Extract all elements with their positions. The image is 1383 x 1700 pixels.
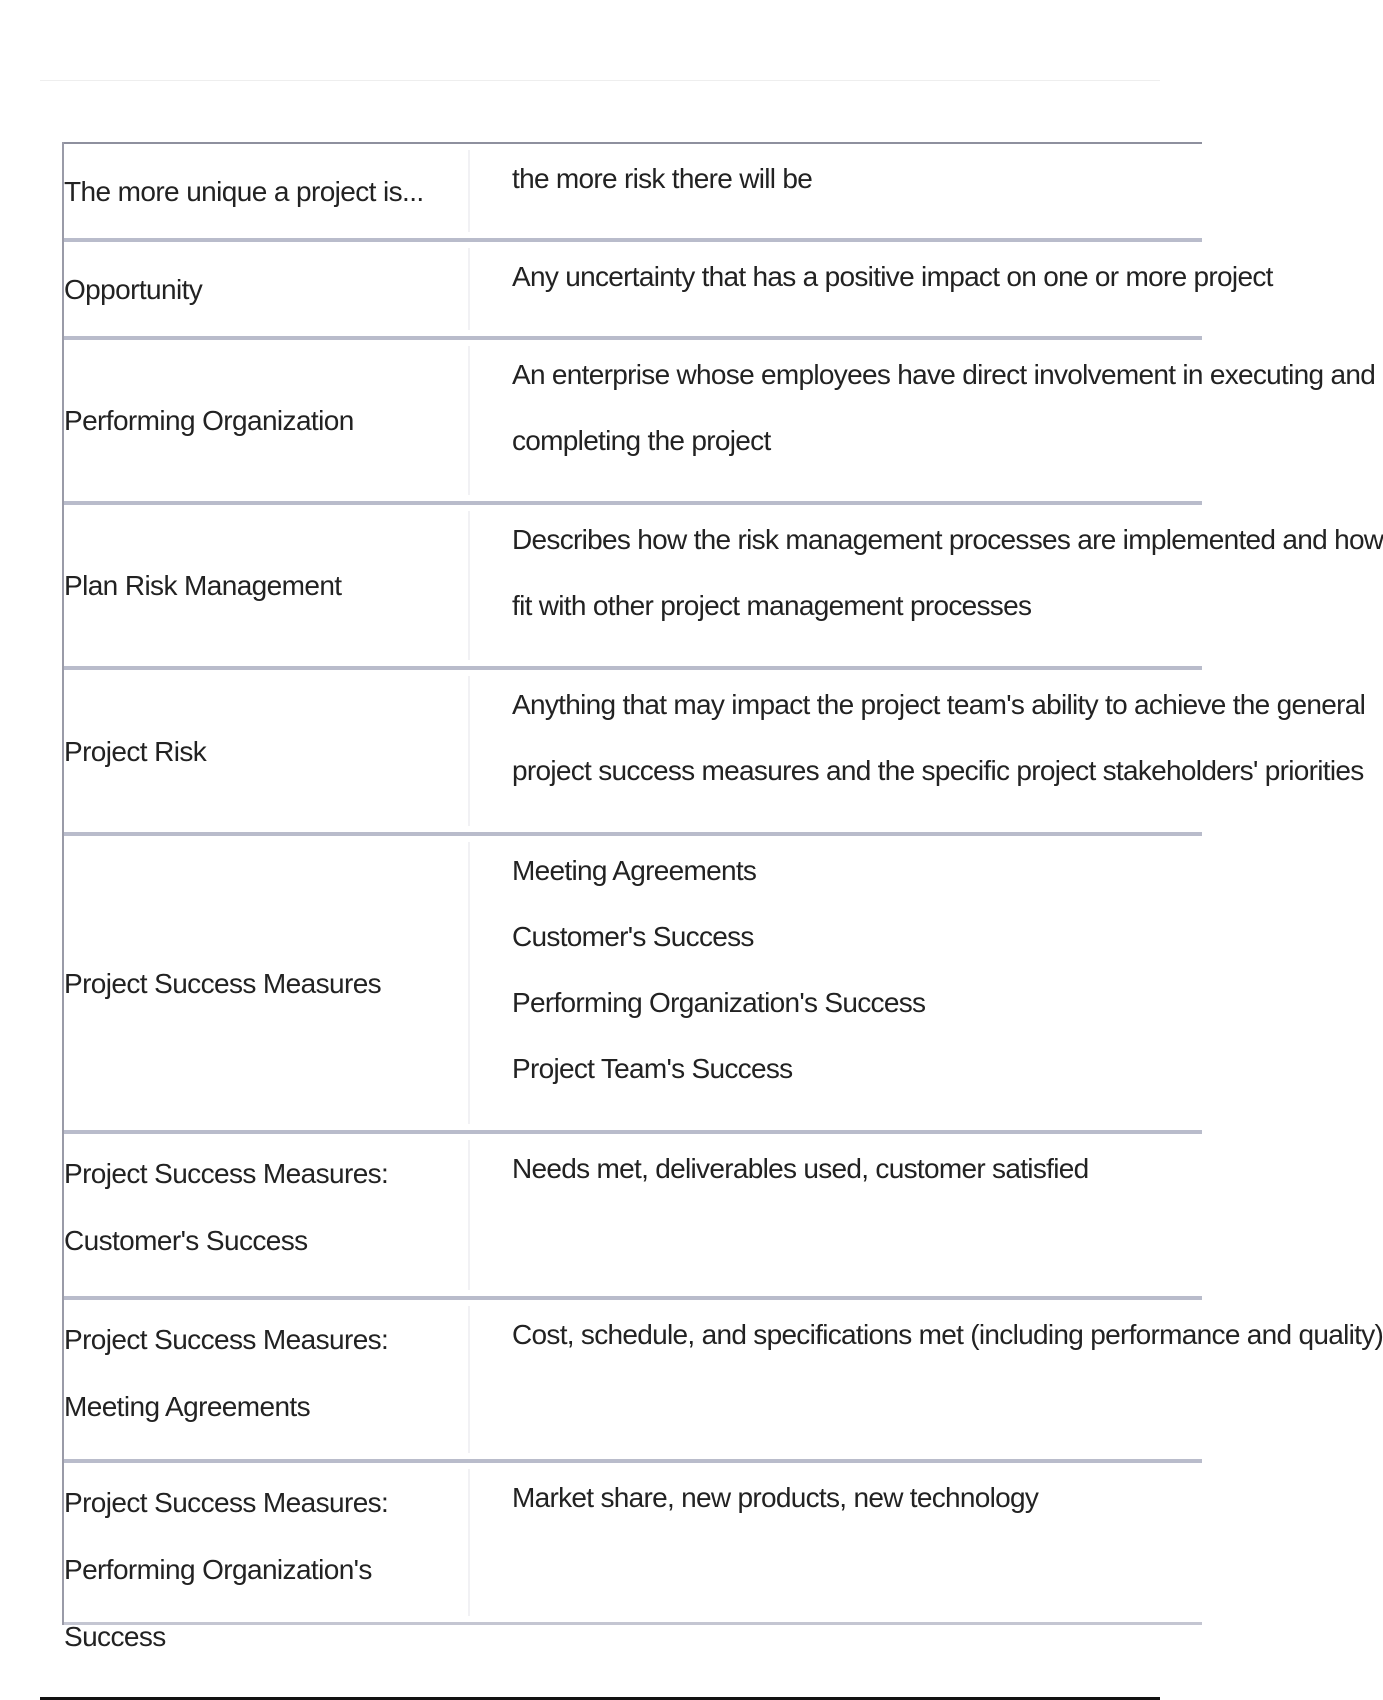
definition-line: the more risk there will be: [512, 163, 813, 194]
table-row: [64, 666, 1366, 832]
definition-cell: [512, 1463, 1202, 1622]
glossary-table: [62, 142, 1383, 1652]
term-cell: Performing Organization: [64, 405, 354, 436]
definition-line: Anything that may impact the project team's ability to achieve the general: [512, 689, 1366, 720]
definition-cell: [512, 670, 1365, 832]
definition-line: fit with other project management processes: [512, 590, 1032, 621]
table-row: [64, 1130, 1202, 1296]
table-row: [64, 238, 1273, 336]
table-row: [64, 1459, 1202, 1652]
column-divider: [468, 842, 470, 1124]
column-divider: [468, 1469, 470, 1616]
definition-line: An enterprise whose employees have direct involvement in executing and: [512, 359, 1376, 390]
definition-line: completing the project: [512, 425, 771, 456]
definition-line: Any uncertainty that has a positive impact on one or more project: [512, 261, 1273, 292]
term-cell: Project Success Measures: Customer's Success: [64, 1158, 389, 1256]
term-cell: Project Success Measures: Performing Organization's Success: [64, 1487, 389, 1652]
term-cell: Plan Risk Management: [64, 570, 342, 601]
column-divider: [468, 150, 470, 232]
term-cell: Project Success Measures: [64, 967, 382, 999]
definition-line: Cost, schedule, and specifications met (including performance and quality): [512, 1319, 1383, 1350]
definition-cell: [512, 505, 1383, 666]
definition-line: Customer's Success: [512, 921, 754, 952]
definition-cell: [512, 1134, 1202, 1296]
column-divider: [468, 248, 470, 330]
term-cell: Project Success Measures: Meeting Agreements: [64, 1324, 389, 1422]
table-row: [64, 336, 1376, 501]
top-divider: [40, 80, 1160, 81]
term-cell: Opportunity: [64, 273, 203, 305]
term-cell: Project Risk: [64, 735, 207, 767]
column-divider: [468, 676, 470, 826]
column-divider: [468, 511, 470, 660]
definition-cell: [512, 836, 1202, 1130]
definition-line: Needs met, deliverables used, customer satisfied: [512, 1153, 1089, 1184]
table-row: [64, 832, 1202, 1130]
table-row: [64, 501, 1383, 666]
definition-cell: [512, 242, 1273, 336]
definition-line: Project Team's Success: [512, 1053, 793, 1084]
column-divider: [468, 1140, 470, 1290]
term-cell: The more unique a project is...: [64, 175, 424, 207]
column-divider: [468, 346, 470, 495]
definition-line: Meeting Agreements: [512, 855, 757, 886]
table-row: [64, 142, 1202, 238]
definition-cell: [512, 1300, 1383, 1459]
definition-line: Market share, new products, new technology: [512, 1482, 1039, 1513]
definition-line: Describes how the risk management processes are implemented and how: [512, 524, 1383, 555]
table-row: [64, 1296, 1383, 1459]
column-divider: [468, 1306, 470, 1453]
definition-cell: [512, 340, 1375, 501]
definition-line: Performing Organization's Success: [512, 987, 926, 1018]
definition-line: project success measures and the specific project stakeholders' priorities: [512, 755, 1364, 786]
definition-cell: [512, 144, 1202, 238]
